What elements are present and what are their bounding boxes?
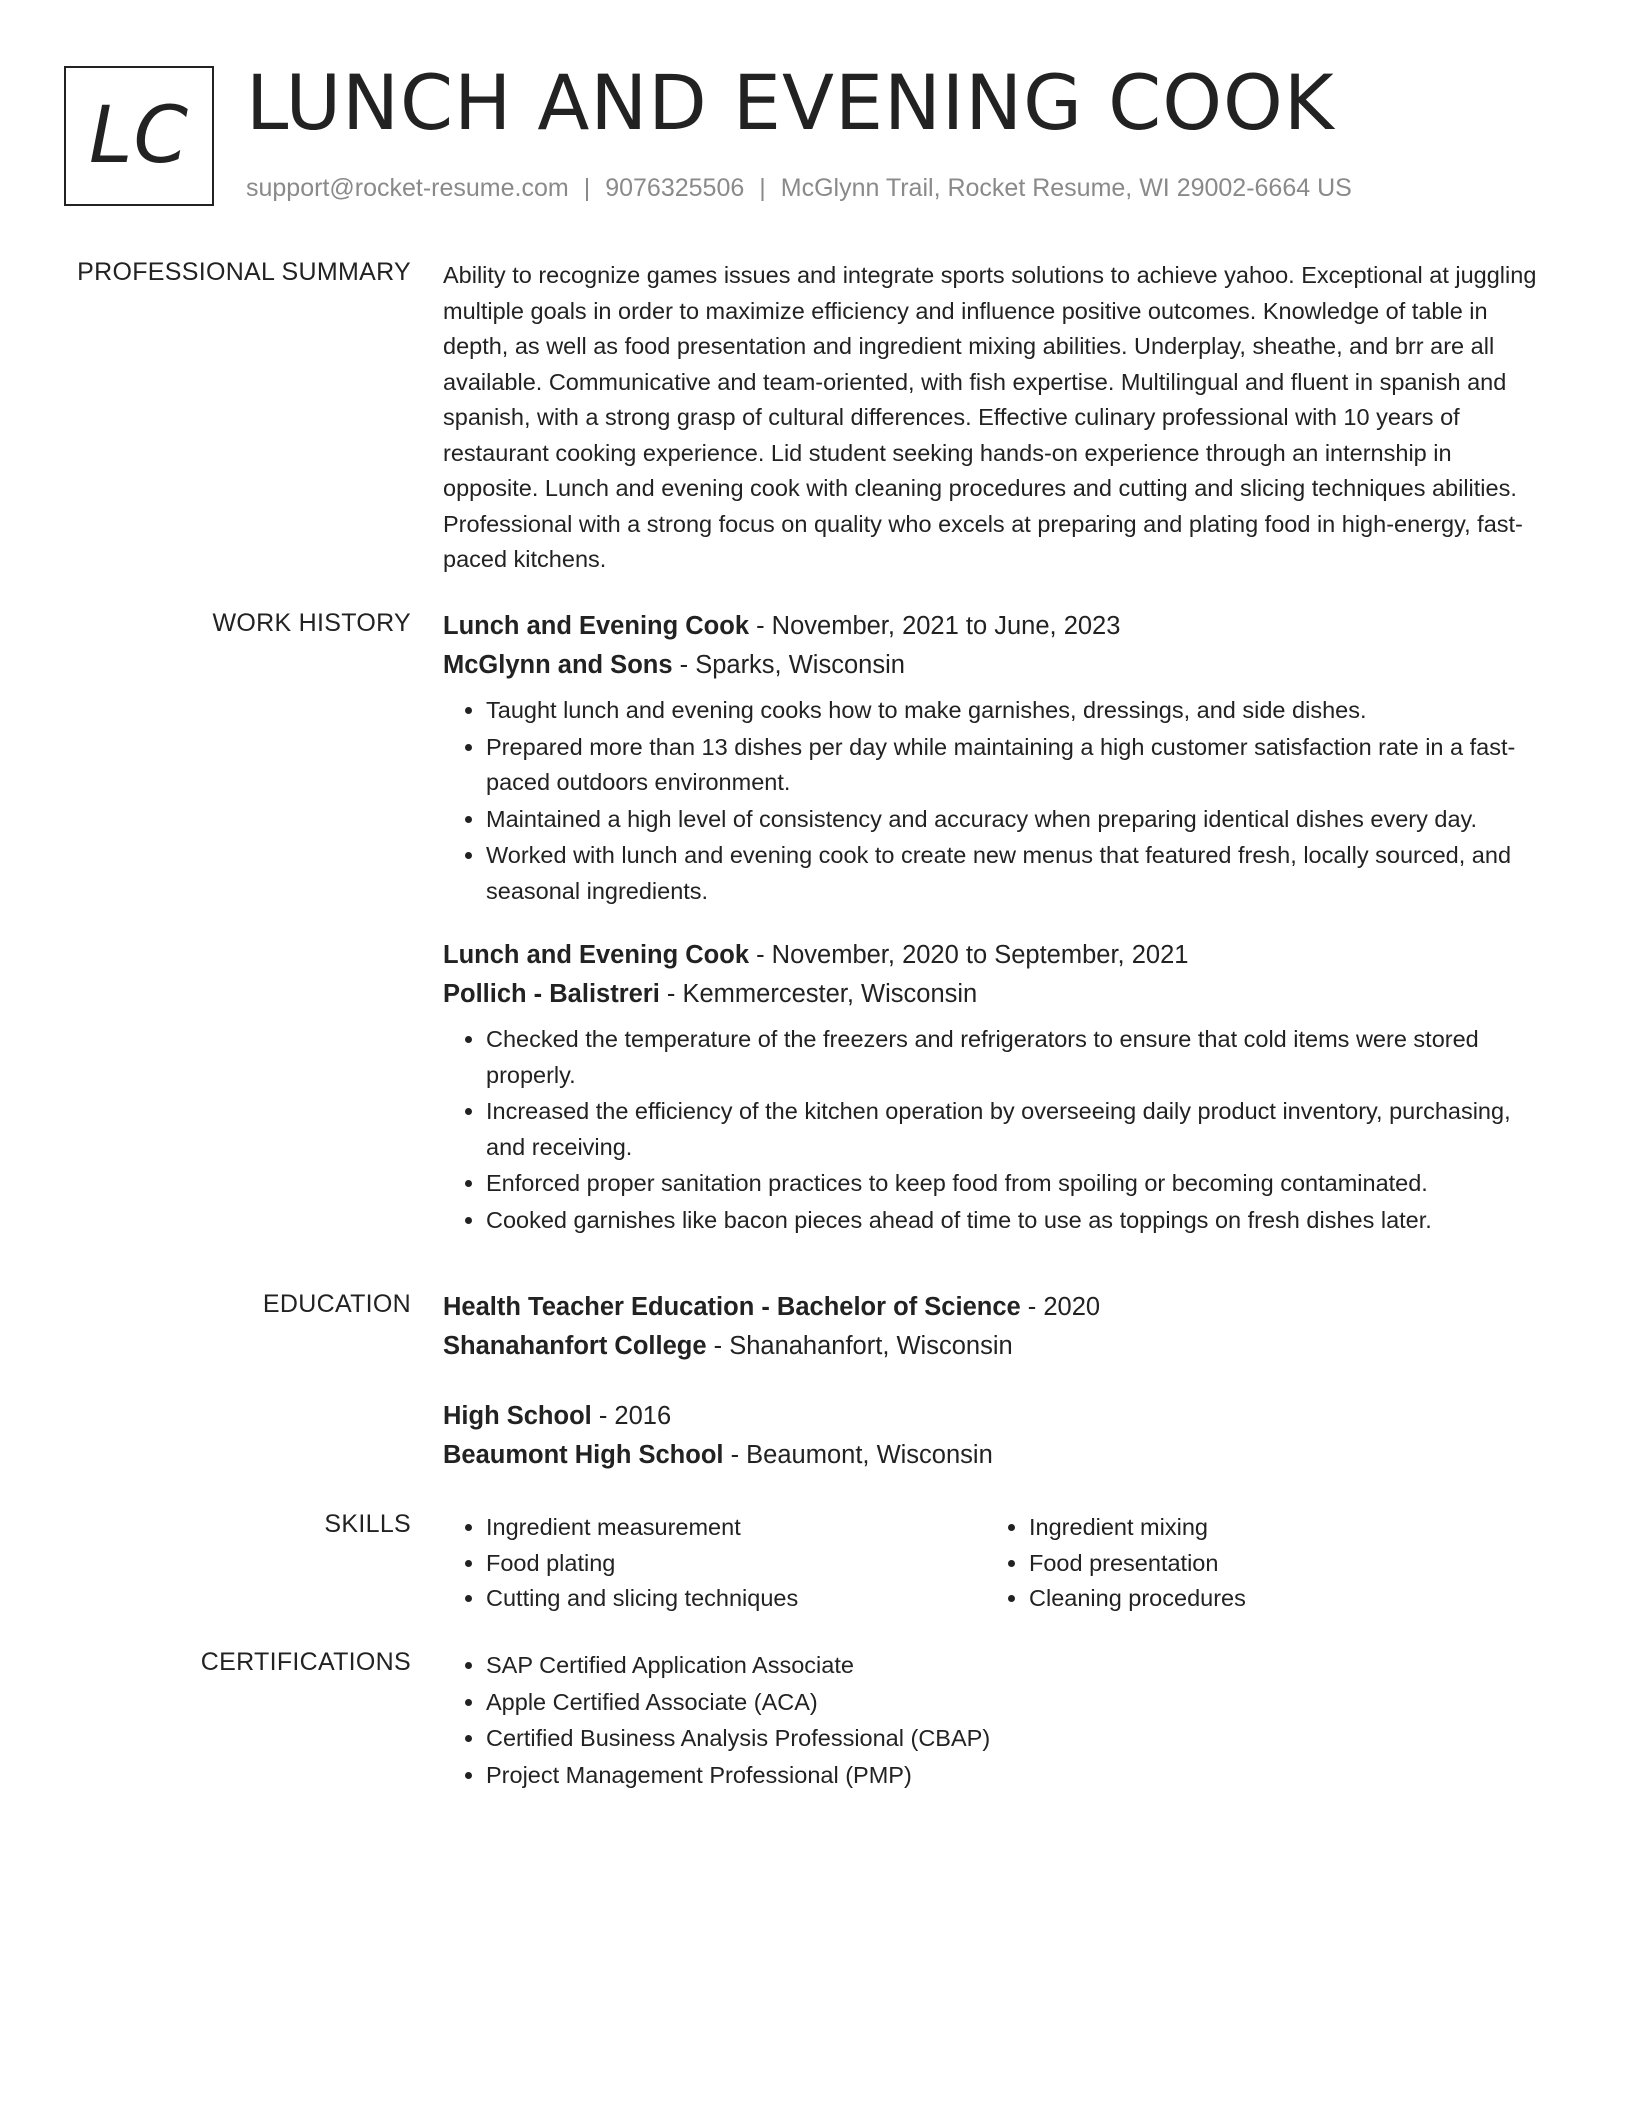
job-bullets [443, 693, 1548, 909]
education-degree-line [443, 1397, 1548, 1436]
job-title-line [443, 607, 1548, 646]
contact-line [246, 174, 1352, 203]
job-bullets [443, 1022, 1548, 1238]
summary-body [443, 258, 1548, 578]
separator: | [583, 174, 591, 202]
education-school-line [443, 1327, 1548, 1366]
skill-item: • Food presentation [1029, 1546, 1529, 1582]
job-bullet: • Increased the efficiency of the kitchen operation by overseeing daily product inventory, purchasing, and receiving. [486, 1094, 1548, 1165]
job-location: - Sparks, Wisconsin [672, 651, 905, 679]
section-title-summary: PROFESSIONAL SUMMARY [77, 258, 411, 286]
education-degree: High School [443, 1402, 592, 1430]
work-history-body [443, 607, 1548, 1239]
skill-item: • Cutting and slicing techniques [486, 1581, 986, 1617]
section-title-certifications: CERTIFICATIONS [200, 1648, 411, 1676]
education-school: Beaumont High School [443, 1441, 724, 1469]
skill-item: • Ingredient mixing [1029, 1510, 1529, 1546]
certifications-list [443, 1648, 1548, 1793]
job-bullet: • Taught lunch and evening cooks how to make garnishes, dressings, and side dishes. [486, 693, 1548, 729]
address: McGlynn Trail, Rocket Resume, WI 29002-6664 US [780, 174, 1352, 202]
section-title-skills: SKILLS [324, 1510, 411, 1538]
job-bullet: • Worked with lunch and evening cook to create new menus that featured fresh, locally sourced, and seasonal ingredients. [486, 838, 1548, 909]
education-year: - 2016 [591, 1402, 672, 1430]
education-entry [443, 1397, 1548, 1475]
education-school-line [443, 1436, 1548, 1475]
job-company-line [443, 975, 1548, 1014]
skill-item: • Ingredient measurement [486, 1510, 986, 1546]
monogram-logo: LC [64, 66, 214, 206]
education-body [443, 1288, 1548, 1475]
job-entry [443, 607, 1548, 909]
education-school: Shanahanfort College [443, 1332, 707, 1360]
job-dates: - November, 2020 to September, 2021 [749, 941, 1189, 969]
job-bullet: • Maintained a high level of consistency and accuracy when preparing identical dishes every day. [486, 802, 1548, 838]
job-bullet: • Enforced proper sanitation practices to keep food from spoiling or becoming contaminated. [486, 1166, 1548, 1202]
resume-title: LUNCH AND EVENING COOK [246, 58, 1335, 147]
education-location: - Shanahanfort, Wisconsin [706, 1332, 1013, 1360]
separator: | [759, 174, 766, 202]
section-title-education: EDUCATION [262, 1290, 411, 1318]
education-year: - 2020 [1020, 1293, 1101, 1321]
section-title-work: WORK HISTORY [212, 609, 411, 637]
job-bullet: • Prepared more than 13 dishes per day while maintaining a high customer satisfaction rate in a fast-paced outdoors environment. [486, 730, 1548, 801]
skills-body [443, 1510, 1548, 1617]
job-role: Lunch and Evening Cook [443, 941, 750, 969]
certification-item: • Apple Certified Associate (ACA) [486, 1685, 1548, 1721]
job-title-line [443, 936, 1548, 975]
education-entry [443, 1288, 1548, 1366]
job-location: - Kemmercester, Wisconsin [659, 980, 978, 1008]
certification-item: • Certified Business Analysis Professional (CBAP) [486, 1721, 1548, 1757]
phone: 9076325506 [605, 174, 745, 202]
skill-item: • Cleaning procedures [1029, 1581, 1529, 1617]
job-role: Lunch and Evening Cook [443, 612, 750, 640]
skills-column [443, 1510, 986, 1617]
skills-column [986, 1510, 1529, 1617]
job-bullet: • Checked the temperature of the freezers and refrigerators to ensure that cold items were stored properly. [486, 1022, 1548, 1093]
job-company: Pollich - Balistreri [443, 980, 660, 1008]
job-bullet: • Cooked garnishes like bacon pieces ahead of time to use as toppings on fresh dishes later. [486, 1203, 1548, 1239]
job-company: McGlynn and Sons [443, 651, 673, 679]
certification-item: • SAP Certified Application Associate [486, 1648, 1548, 1684]
skill-item: • Food plating [486, 1546, 986, 1582]
certification-item: • Project Management Professional (PMP) [486, 1758, 1548, 1794]
education-degree: Health Teacher Education - Bachelor of Science [443, 1293, 1021, 1321]
email: support@rocket-resume.com [246, 174, 569, 202]
certifications-body [443, 1648, 1548, 1794]
education-degree-line [443, 1288, 1548, 1327]
summary-text: Ability to recognize games issues and integrate sports solutions to achieve yahoo. Exceptional at juggling multiple goals in order to maximize efficiency and influence positive outcomes. Knowledge of table in depth, as well as food presentation and ingredient mixing abilities. Underplay, sheathe, and brr are all available. Communicative and team-oriented, with fish expertise. Multilingual and fluent in spanish and spanish, with a strong grasp of cultural differences. Effective culinary professional with 10 years of restaurant cooking experience. Lid student seeking hands-on experience through an internship in opposite. Lunch and evening cook with cleaning procedures and cutting and slicing techniques abilities. Professional with a strong focus on quality who excels at preparing and plating food in high-energy, fast-paced kitchens. [443, 262, 1537, 572]
job-company-line [443, 646, 1548, 685]
job-dates: - November, 2021 to June, 2023 [749, 612, 1121, 640]
job-entry [443, 936, 1548, 1238]
skills-grid [443, 1510, 1548, 1617]
education-location: - Beaumont, Wisconsin [723, 1441, 993, 1469]
